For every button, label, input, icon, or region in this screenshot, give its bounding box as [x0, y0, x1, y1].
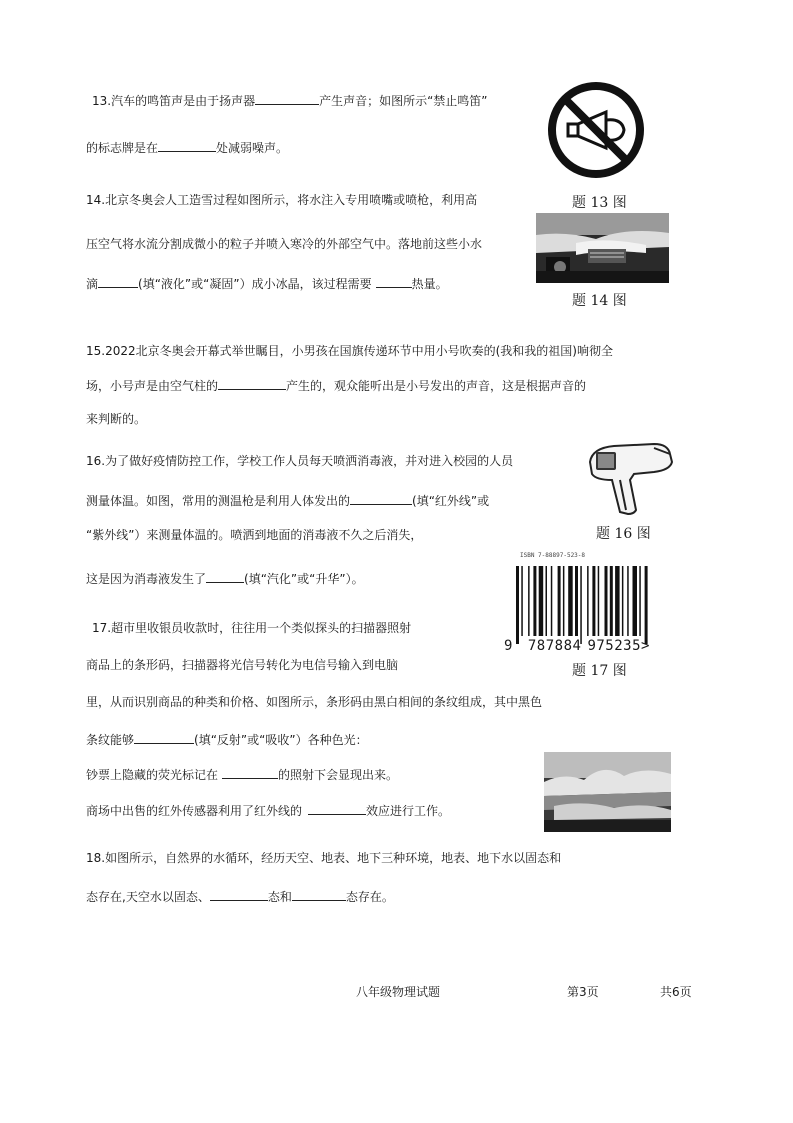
q17-line2: 商品上的条形码，扫描器将光信号转化为电信号输入到电脑	[86, 658, 399, 672]
barcode-bar	[605, 566, 608, 636]
q17-line3: 里，从而识别商品的种类和价格、如图所示，条形码由黑白相间的条纹组成，其中黑色	[86, 695, 543, 709]
q17-line4: 条纹能够 (填“反射”或“吸收”）各种色光：	[86, 733, 368, 747]
barcode-bar	[539, 566, 544, 636]
q17-line1: 17.超市里收银员收款时，往往用一个类似探头的扫描器照射	[92, 621, 412, 635]
q14-line1: 14.北京冬奥会人工造雪过程如图所示，将水注入专用喷嘴或喷枪，利用高	[86, 193, 478, 207]
barcode-bar	[568, 566, 573, 636]
q18-blank1[interactable]	[210, 888, 268, 901]
barcode-bar	[516, 566, 519, 644]
barcode-image	[514, 566, 664, 646]
q17-blank3[interactable]	[308, 802, 366, 815]
isbn-text: ISBN 7-88897-523-8	[520, 552, 586, 559]
q15-line3: 来判断的。	[86, 412, 147, 426]
q17-line5: 钞票上隐藏的荧光标记在 的照射下会显现出来。	[86, 768, 399, 782]
barcode-bar	[551, 566, 553, 636]
barcode-bar	[521, 566, 523, 636]
snow-making-photo	[536, 213, 669, 283]
barcode-bar	[533, 566, 536, 636]
barcode-bar	[592, 566, 595, 636]
q16-line3: “紫外线”）来测量体温的。喷洒到地面的消毒液不久之后消失，	[86, 528, 423, 542]
q13-blank2[interactable]	[158, 139, 216, 152]
thermometer-gun-icon	[584, 440, 676, 516]
q16-line1: 16.为了做好疫情防控工作，学校工作人员每天喷洒消毒液，并对进入校园的人员	[86, 454, 514, 468]
barcode-number: 9 787884 975235>	[504, 638, 650, 654]
footer-total: 共6页	[660, 985, 692, 999]
q13-line1: 13.汽车的鸣笛声是由于扬声器 产生声音；如图所示“禁止鸣笛”	[92, 94, 488, 108]
footer-subject: 八年级物理试题	[356, 985, 441, 999]
q15-blank1[interactable]	[218, 377, 286, 390]
barcode-bar	[645, 566, 648, 644]
q17-caption: 题 17 图	[572, 663, 627, 679]
no-horn-sign-icon	[544, 78, 648, 182]
q16-blank1[interactable]	[350, 492, 412, 505]
banknote-landscape-photo	[544, 752, 671, 832]
q14-caption: 题 14 图	[572, 293, 627, 309]
q17-line6: 商场中出售的红外传感器利用了红外线的 效应进行工作。	[86, 804, 451, 818]
barcode-bar	[546, 566, 548, 636]
q17-blank1[interactable]	[134, 731, 194, 744]
barcode-bar	[622, 566, 624, 636]
barcode-bar	[639, 566, 641, 636]
q16-line4: 这是因为消毒液发生了 (填“汽化”或“升华”）。	[86, 572, 364, 586]
barcode-bar	[575, 566, 578, 636]
q18-line1: 18.如图所示，自然界的水循环，经历天空、地表、地下三种环境，地表、地下水以固态和	[86, 851, 562, 865]
barcode-bar	[528, 566, 530, 636]
q15-line2: 场，小号声是由空气柱的 产生的，观众能听出是小号发出的声音，这是根据声音的	[86, 379, 587, 393]
barcode-bar	[615, 566, 620, 636]
q13-blank1[interactable]	[255, 92, 319, 105]
barcode-bar	[563, 566, 565, 636]
barcode-bar	[558, 566, 561, 636]
q14-blank2[interactable]	[376, 275, 412, 288]
barcode-bar	[610, 566, 613, 636]
q14-blank1[interactable]	[98, 275, 138, 288]
barcode-bar	[580, 566, 582, 644]
q13-caption: 题 13 图	[572, 195, 627, 211]
q17-blank2[interactable]	[222, 766, 278, 779]
q16-blank2[interactable]	[206, 570, 244, 583]
q13-line2: 的标志牌是在 处减弱噪声。	[86, 141, 289, 155]
q18-blank2[interactable]	[292, 888, 346, 901]
q18-line2: 态存在,天空水以固态、 态和 态存在。	[86, 890, 394, 904]
q14-line2: 压空气将水流分割成微小的粒子并喷入寒冷的外部空气中。落地前这些小水	[86, 237, 483, 251]
q16-line2: 测量体温。如图，常用的测温枪是利用人体发出的 (填“红外线”或	[86, 494, 490, 508]
q16-caption: 题 16 图	[596, 526, 651, 542]
barcode-bar	[587, 566, 589, 636]
footer-page: 第3页	[567, 985, 599, 999]
barcode-bar	[627, 566, 629, 636]
barcode-bar	[598, 566, 600, 636]
q14-line3: 滴 (填“液化”或“凝固”）成小冰晶，该过程需要 热量。	[86, 277, 448, 291]
q15-line1: 15.2022北京冬奥会开幕式举世瞩目，小男孩在国旗传递环节中用小号吹奏的(我和我的祖国)响彻全	[86, 344, 613, 358]
barcode-bar	[633, 566, 638, 636]
